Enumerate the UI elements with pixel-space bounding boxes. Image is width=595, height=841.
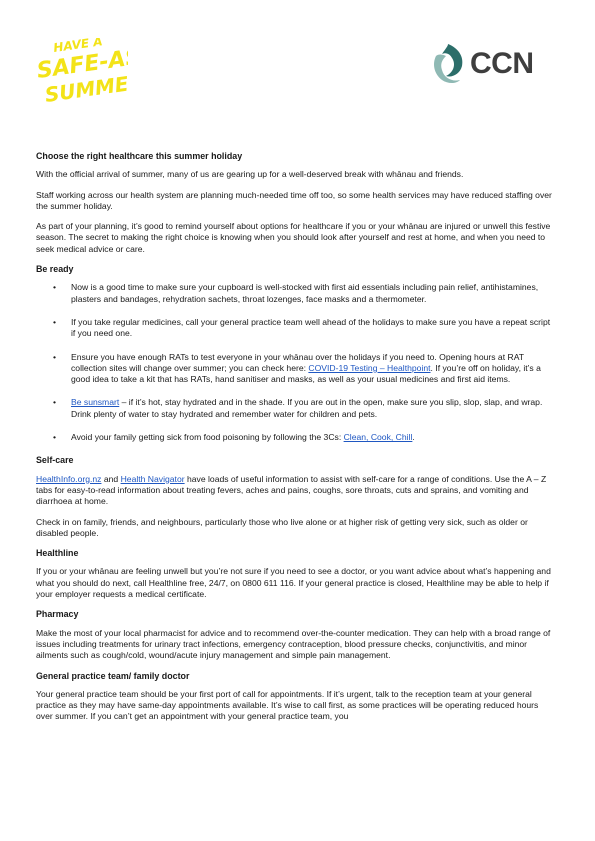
safe-as-summer-logo-art: [36, 38, 128, 108]
list-item-text: – if it’s hot, stay hydrated and in the shade. If you are out in the open, make sure you slip, slop, slap, and wrap. Drink plenty of water to stay hydrated and remember water for children and pets.: [71, 397, 543, 419]
self-care-heading: Self-care: [36, 455, 74, 466]
ccn-wordmark: CCN: [470, 47, 534, 80]
safe-as-summer-logo: [36, 38, 128, 108]
svg-text:SUMMER: SUMMER: [43, 69, 128, 107]
list-item: [36, 397, 556, 420]
pharmacy-paragraph: Make the most of your local pharmacist for advice and to recommend over-the-counter medication. They can help with a broad range of issues including treatments for urinary tract infections, emergency contraception, blood pressure checks, conjunctivitis, and minor ailments such as cough/cold, wound/acute injury management and simple pain management.: [36, 627, 551, 661]
svg-text:SAFE-AS: SAFE-AS: [36, 44, 128, 84]
document-body: [36, 151, 556, 732]
list-item: [36, 282, 556, 305]
be-sunsmart-link[interactable]: Be sunsmart: [71, 397, 120, 408]
list-item: [36, 352, 556, 386]
gp-heading: General practice team/ family doctor: [36, 670, 190, 681]
health-navigator-link[interactable]: Health Navigator: [120, 473, 185, 484]
list-item-text: Now is a good time to make sure your cupboard is well-stocked with first aid essentials including pain relief, antihistamines, plasters and bandages, rehydration sachets, throat lozenges, face masks and a thermometer.: [71, 282, 539, 304]
list-item: [36, 432, 556, 443]
ccn-logo: [428, 42, 546, 86]
self-care-paragraph-2: Check in on family, friends, and neighbours, particularly those who live alone or at higher risk of getting very sick, such as older or disabled people.: [36, 516, 528, 538]
inline-text: and: [101, 473, 121, 484]
list-item-text: Ensure you have enough RATs to test everyone in your whānau over the holidays if you need to. Opening hours at RAT collection sites will change over summer; you can check here:: [71, 351, 524, 373]
svg-text:HAVE A: HAVE A: [52, 38, 104, 55]
clean-cook-chill-link[interactable]: Clean, Cook, Chill: [343, 432, 413, 443]
covid-testing-healthpoint-link[interactable]: COVID-19 Testing – Healthpoint: [308, 362, 431, 373]
self-care-paragraph-1: [36, 474, 556, 508]
list-item-text: Avoid your family getting sick from food poisoning by following the 3Cs:: [71, 432, 344, 443]
healthline-heading: Healthline: [36, 548, 79, 559]
intro-paragraph-2: Staff working across our health system are planning much-needed time off too, so some health services may have reduced staffing over the summer holiday.: [36, 189, 552, 211]
list-item: [36, 317, 556, 340]
ccn-leaf-icon: [428, 42, 468, 86]
be-ready-heading: Be ready: [36, 264, 74, 275]
list-item-text: . If you’re off on holiday, it’s a good idea to take a kit that has RATs, hand sanitiser and masks, as well as your usual medicines and first aid items.: [71, 362, 541, 385]
healthline-paragraph: If you or your whānau are feeling unwell but you’re not sure if you need to see a doctor, or you want advice about what’s happening and what you should do next, call Healthline free, 24/7, on 0800 611 116. If your general practice is closed, Healthline may be able to help if your employer requests a medical certificate.: [36, 566, 551, 600]
list-item-text: .: [412, 432, 415, 443]
pharmacy-heading: Pharmacy: [36, 609, 79, 620]
gp-paragraph: Your general practice team should be your first port of call for appointments. If it’s urgent, talk to the reception team at your general practice as they may have same-day appointments available. It’s wise to call first, as some practices will be operating reduced hours over summer. If you can’t get an appointment with your general practice team, you: [36, 688, 539, 722]
intro-paragraph-1: With the official arrival of summer, many of us are gearing up for a well-deserved break with whānau and friends.: [36, 169, 464, 180]
page-title: Choose the right healthcare this summer holiday: [36, 151, 243, 161]
intro-paragraph-3: As part of your planning, it’s good to remind yourself about options for healthcare if you or your whānau are injured or unwell this festive season. The secret to making the right choice is knowing when you should look after yourself and rest at home, and when you need to seek medical advice or care.: [36, 221, 551, 254]
healthinfo-link[interactable]: HealthInfo.org.nz: [36, 473, 102, 484]
list-item-text: If you take regular medicines, call your general practice team well ahead of the holidays to make sure you have a repeat script if you need one.: [71, 316, 551, 339]
inline-text: have loads of useful information to assist with self-care for a range of conditions. Use the A – Z tabs for easy-to-read information about treating fevers, aches and pains, coughs, sore throats, cuts and sprains, and vomiting and diarrhoea at home.: [36, 473, 547, 507]
be-ready-list: [36, 282, 556, 443]
